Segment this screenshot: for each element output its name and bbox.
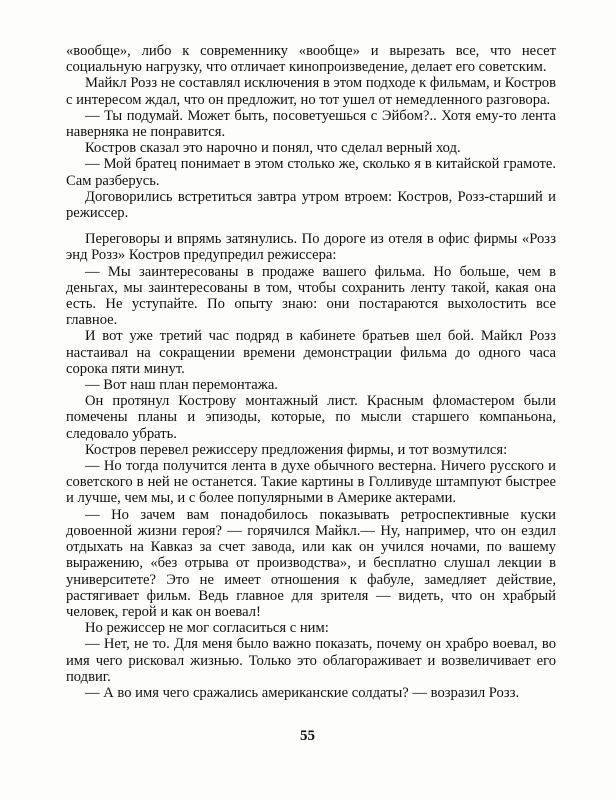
paragraph: Костров сказал это нарочно и понял, что сделал верный ход.: [85, 140, 461, 157]
page-number: 55: [300, 728, 315, 744]
paragraph: И вот уже третий час подряд в кабинете братьев шел бой. Майкл Розз настаивал на сокращении времени демонстрации фильма до одного часа сорока пяти минут.: [66, 328, 556, 377]
body-text: [66, 43, 556, 701]
paragraph: — Но тогда получится лента в духе обычного вестерна. Ничего русского и советского в ней не останется. Такие картины в Голливуде штампуют быстрее и лучше, чем мы, и с более популярными в Америке актерами.: [66, 458, 556, 507]
paragraph: — Но зачем вам понадобилось показывать ретроспективные куски довоенной жизни героя? — горячился Майкл.— Ну, например, что он ездил отдыхать на Кавказ за счет завода, или как он учился ночами, по вашему выражению, «без отрыва от производства», и бесплатно слушал лекции в университете? Это не имеет отношения к фабуле, замедляет действие, растягивает фильм. Ведь главное для зрителя — видеть, что он храбрый человек, герой и как он воевал!: [66, 506, 556, 620]
paragraph: Но режиссер не мог согласиться с ним:: [85, 620, 329, 637]
paragraph: Майкл Розз не составлял исключения в этом подходе к фильмам, и Костров с интересом ждал, что он предложит, но тот ушел от немедленного разговора.: [66, 75, 556, 108]
paragraph: — Мы заинтересованы в продаже вашего фильма. Но больше, чем в деньгах, мы заинтересованы в том, чтобы сохранить ленту такой, какая она есть. Не уступайте. По опыту знаю: они постараются выхолостить все главное.: [66, 263, 556, 329]
paragraph: — Мой братец понимает в этом столько же, сколько я в китайской грамоте. Сам разберусь.: [66, 156, 556, 189]
paragraph: «вообще», либо к современнику «вообще» и вырезать все, что несет социальную нагрузку, что отличает кинопроизведение, делает его советским.: [66, 43, 556, 76]
paragraph: — Ты подумай. Может быть, посоветуешься с Эйбом?.. Хотя ему-то лента наверняка не понравится.: [66, 107, 556, 141]
paragraph: — А во имя чего сражались американские солдаты? — возразил Розз.: [85, 684, 520, 701]
paragraph: — Нет, не то. Для меня было важно показать, почему он храбро воевал, во имя чего рисковал жизнью. Только это облагораживает и возвеличивает его подвиг.: [66, 636, 556, 685]
paragraph: — Вот наш план перемонтажа.: [85, 377, 278, 394]
paragraph: Переговоры и впрямь затянулись. По дороге из отеля в офис фирмы «Розз энд Розз» Костров предупредил режиссера:: [66, 231, 556, 264]
paragraph: Костров перевел режиссеру предложения фирмы, и тот возмутился:: [85, 441, 508, 458]
paragraph: Он протянул Кострову монтажный лист. Красным фломастером были помечены планы и эпизоды, которые, по мысли старшего компаньона, следовало убрать.: [66, 393, 556, 442]
paragraph: Договорились встретиться завтра утром втроем: Костров, Розз-старший и режиссер.: [66, 188, 556, 222]
